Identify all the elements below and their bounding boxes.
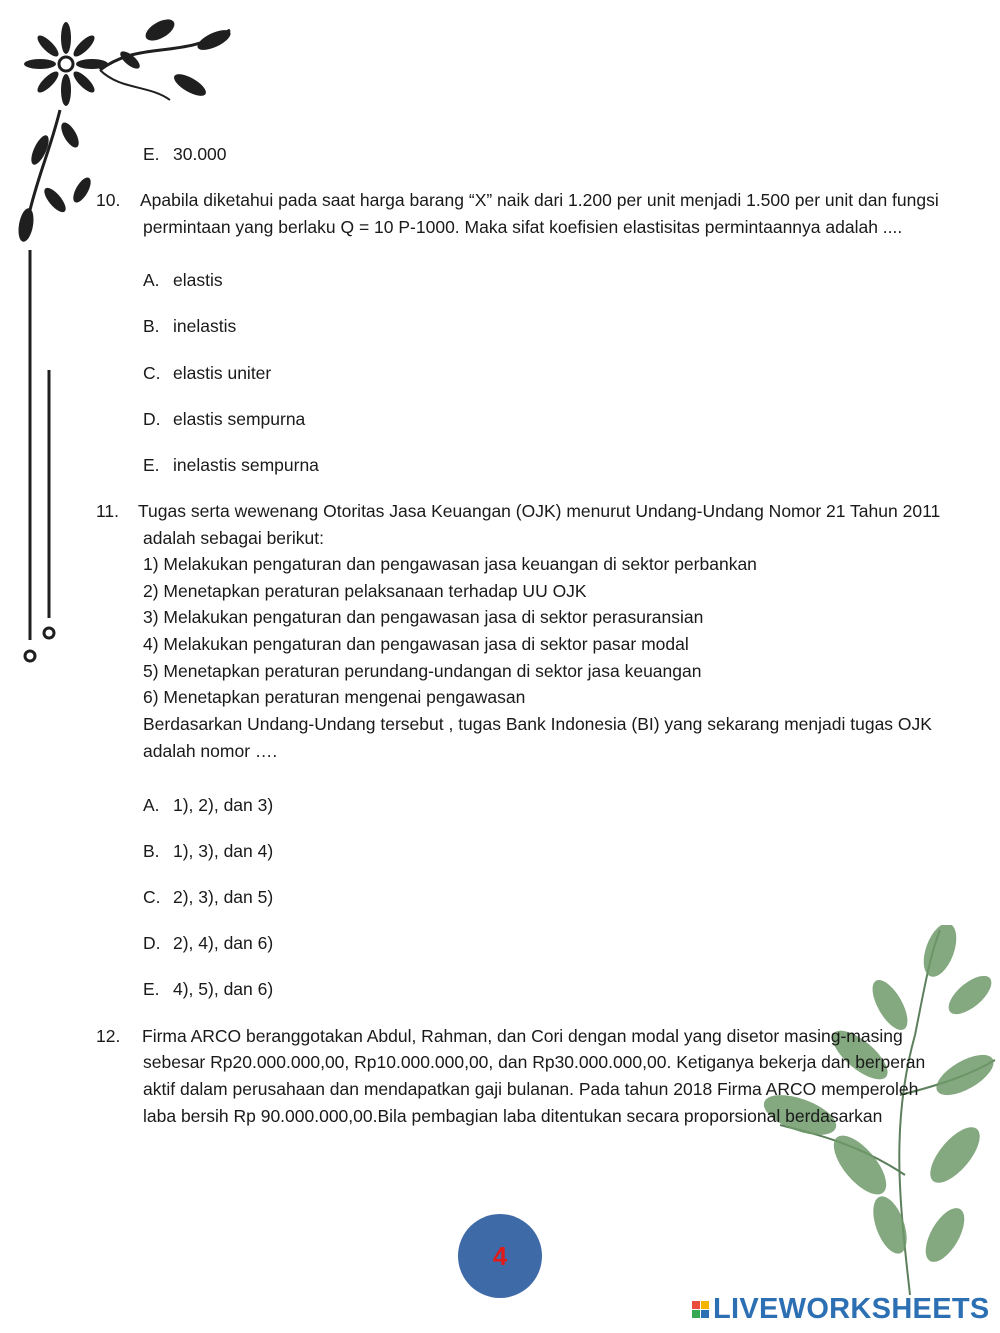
option-letter: E. xyxy=(143,979,160,999)
question-10-text: permintaan yang berlaku Q = 10 P-1000. Maka sifat koefisien elastisitas permintaannya adalah .... xyxy=(143,217,903,237)
option-text: inelastis sempurna xyxy=(173,455,319,475)
question-11-item: 4) Melakukan pengaturan dan pengawasan jasa di sektor pasar modal xyxy=(143,634,689,654)
option-letter: B. xyxy=(143,841,160,861)
option-letter: A. xyxy=(143,795,160,815)
question-11-text: Berdasarkan Undang-Undang tersebut , tugas Bank Indonesia (BI) yang sekarang menjadi tugas OJK xyxy=(143,714,932,734)
option-letter: E. xyxy=(143,455,160,475)
option-text: elastis xyxy=(173,270,223,290)
brand-name: LIVEWORKSHEETS xyxy=(713,1292,990,1325)
question-12-text: sebesar Rp20.000.000,00, Rp10.000.000,00, dan Rp30.000.000,00. Ketiganya bekerja dan berperan xyxy=(143,1052,926,1072)
q10-option-e[interactable] xyxy=(143,454,319,476)
question-11-text: adalah nomor …. xyxy=(143,741,278,761)
page-number-badge xyxy=(458,1214,542,1298)
question-12-text: Firma ARCO beranggotakan Abdul, Rahman, dan Cori dengan modal yang disetor masing-masing xyxy=(142,1026,903,1046)
question-10-number: 10. xyxy=(96,190,121,210)
option-text: 2), 4), dan 6) xyxy=(173,933,274,953)
option-text: elastis sempurna xyxy=(173,409,306,429)
option-text: 30.000 xyxy=(173,144,227,164)
q11-option-b[interactable] xyxy=(143,840,273,862)
q11-option-c[interactable] xyxy=(143,886,273,908)
question-12-text: laba bersih Rp 90.000.000,00.Bila pembagian laba ditentukan secara proporsional berdasarkan xyxy=(143,1106,883,1126)
option-letter: E. xyxy=(143,144,160,164)
question-11-item: 6) Menetapkan peraturan mengenai pengawasan xyxy=(143,687,526,707)
q11-option-d[interactable] xyxy=(143,932,273,954)
page-number: 4 xyxy=(492,1240,508,1271)
question-11-text: Tugas serta wewenang Otoritas Jasa Keuangan (OJK) menurut Undang-Undang Nomor 21 Tahun 2011 xyxy=(138,501,941,521)
question-12-text: aktif dalam perusahaan dan mendapatkan gaji bulanan. Pada tahun 2018 Firma ARCO memperoleh xyxy=(143,1079,919,1099)
question-10-text: Apabila diketahui pada saat harga barang “X” naik dari 1.200 per unit menjadi 1.500 per unit dan fungsi xyxy=(140,190,939,210)
option-text: 2), 3), dan 5) xyxy=(173,887,274,907)
floral-corner-ornament xyxy=(0,0,250,680)
q9-option-e xyxy=(143,143,227,165)
option-letter: B. xyxy=(143,316,160,336)
question-11-item: 2) Menetapkan peraturan pelaksanaan terhadap UU OJK xyxy=(143,581,587,601)
question-11-text: adalah sebagai berikut: xyxy=(143,528,324,548)
option-letter: D. xyxy=(143,409,161,429)
option-text: 1), 2), dan 3) xyxy=(173,795,274,815)
q10-option-b[interactable] xyxy=(143,315,236,337)
question-12-number: 12. xyxy=(96,1026,121,1046)
option-text: 1), 3), dan 4) xyxy=(173,841,274,861)
q10-option-a[interactable] xyxy=(143,269,223,291)
question-11-item: 1) Melakukan pengaturan dan pengawasan jasa keuangan di sektor perbankan xyxy=(143,554,757,574)
option-text: inelastis xyxy=(173,316,237,336)
q11-option-a[interactable] xyxy=(143,794,273,816)
q10-option-d[interactable] xyxy=(143,408,305,430)
option-text: elastis uniter xyxy=(173,363,272,383)
logo-tiles-icon xyxy=(692,1301,709,1318)
q11-option-e[interactable] xyxy=(143,978,273,1000)
option-letter: C. xyxy=(143,363,161,383)
q10-option-c[interactable] xyxy=(143,362,271,384)
option-letter: D. xyxy=(143,933,161,953)
option-letter: C. xyxy=(143,887,161,907)
question-11-item: 5) Menetapkan peraturan perundang-undangan di sektor jasa keuangan xyxy=(143,661,702,681)
flower-icon xyxy=(24,22,108,106)
question-11-number: 11. xyxy=(96,501,120,521)
option-letter: A. xyxy=(143,270,160,290)
liveworksheets-logo xyxy=(692,1292,992,1326)
option-text: 4), 5), dan 6) xyxy=(173,979,274,999)
question-11-item: 3) Melakukan pengaturan dan pengawasan jasa di sektor perasuransian xyxy=(143,607,704,627)
